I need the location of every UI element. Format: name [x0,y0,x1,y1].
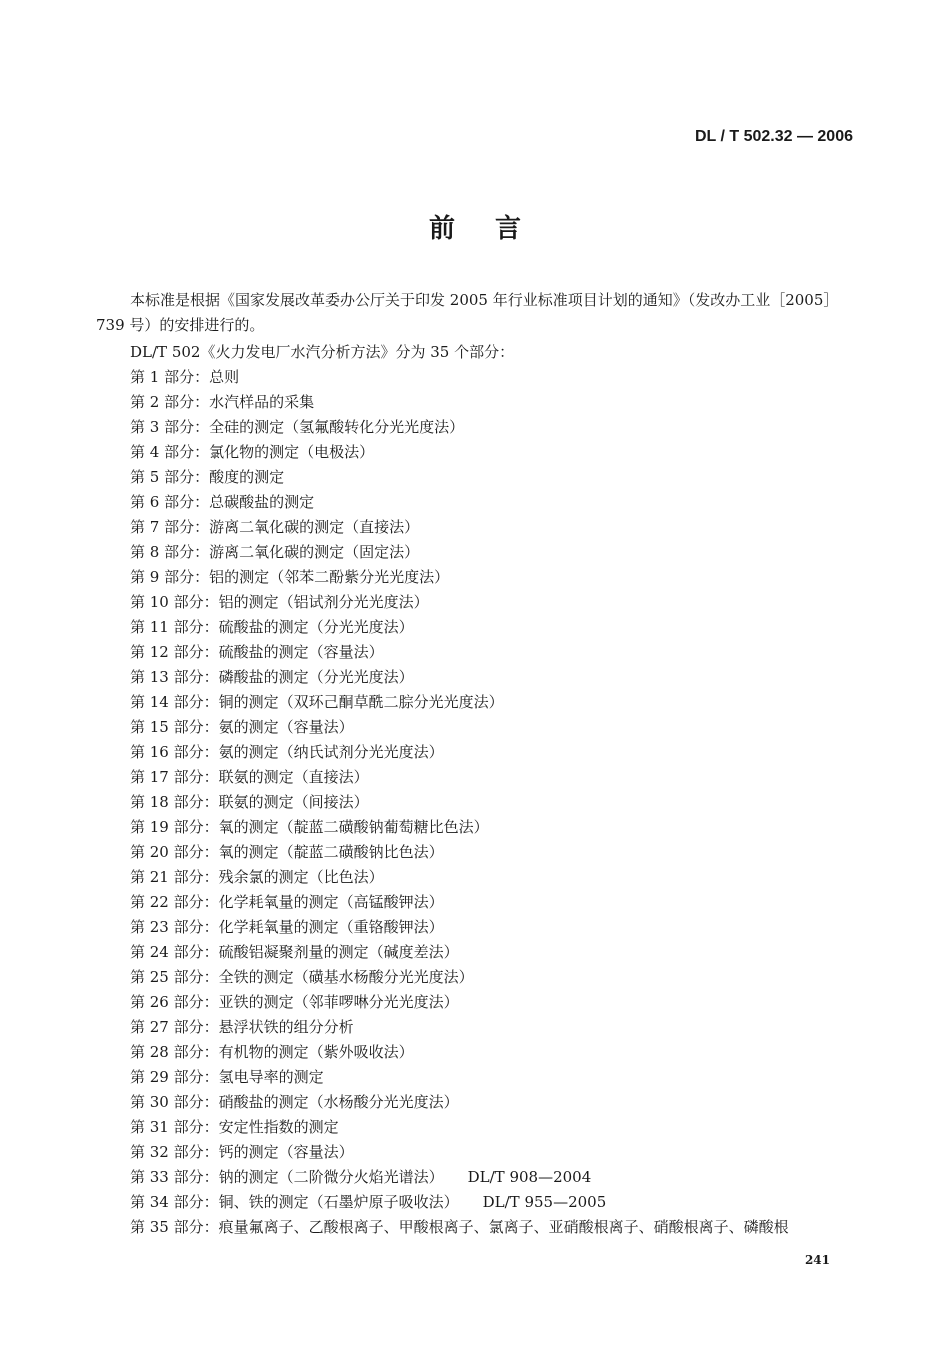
part-label: 第 2 部分： [130,393,210,411]
list-item [96,1115,856,1140]
list-item [96,565,856,590]
list-item [96,1040,856,1065]
part-title: 总则 [209,368,240,386]
part-title: 残余氯的测定（比色法） [218,868,384,886]
page-title [0,208,950,245]
list-item [96,940,856,965]
list-item [96,1165,856,1190]
part-title: 酸度的测定 [209,468,285,486]
list-item [96,1140,856,1165]
part-label: 第 23 部分： [130,918,219,936]
part-label: 第 10 部分： [130,593,219,611]
part-label: 第 27 部分： [130,1018,219,1036]
foreword-body [96,288,856,1240]
part-title: 全硅的测定（氢氟酸转化分光光度法） [209,418,465,436]
list-item [96,390,856,415]
list-item [96,915,856,940]
part-label: 第 31 部分： [130,1118,219,1136]
part-label: 第 5 部分： [130,468,210,486]
part-title: 氢电导率的测定 [218,1068,324,1086]
part-label: 第 25 部分： [130,968,219,986]
list-item [96,1190,856,1215]
part-title: 游离二氧化碳的测定（固定法） [209,543,420,561]
part-label: 第 1 部分： [130,368,210,386]
part-label: 第 30 部分： [130,1093,219,1111]
part-label: 第 14 部分： [130,693,219,711]
intro-paragraph: 本标准是根据《国家发展改革委办公厅关于印发 2005 年行业标准项目计划的通知》（发改办工业［2005］739 号）的安排进行的。 [96,291,839,334]
list-item [96,765,856,790]
part-title: 化学耗氧量的测定（重铬酸钾法） [218,918,444,936]
part-title: 亚铁的测定（邻菲啰啉分光光度法） [218,993,459,1011]
part-title: 钙的测定（容量法） [218,1143,354,1161]
part-label: 第 29 部分： [130,1068,219,1086]
part-label: 第 7 部分： [130,518,210,536]
part-label: 第 33 部分： [130,1168,219,1186]
list-item [96,1065,856,1090]
part-standard-ref: DL/T 955—2005 [482,1193,607,1211]
part-title: 安定性指数的测定 [218,1118,339,1136]
part-title: 氯化物的测定（电极法） [209,443,375,461]
part-label: 第 20 部分： [130,843,219,861]
part-label: 第 28 部分： [130,1043,219,1061]
part-label: 第 12 部分： [130,643,219,661]
part-title: 铝的测定（铝试剂分光光度法） [218,593,429,611]
list-item [96,665,856,690]
part-title: 化学耗氧量的测定（高锰酸钾法） [218,893,444,911]
part-label: 第 4 部分： [130,443,210,461]
list-item [96,440,856,465]
part-label: 第 15 部分： [130,718,219,736]
part-label: 第 6 部分： [130,493,210,511]
part-title: 铝的测定（邻苯二酚紫分光光度法） [209,568,450,586]
list-item [96,365,856,390]
title-char-2: 言 [495,214,522,244]
part-title: 硝酸盐的测定（水杨酸分光光度法） [218,1093,459,1111]
part-title: 硫酸盐的测定（容量法） [218,643,384,661]
part-title: 铜、铁的测定（石墨炉原子吸收法） [218,1193,459,1211]
part-title: 氨的测定（容量法） [218,718,354,736]
page-number: 241 [804,1253,830,1267]
list-item [96,615,856,640]
part-title: 悬浮状铁的组分分析 [218,1018,354,1036]
list-item [96,865,856,890]
list-item [96,1090,856,1115]
part-label: 第 32 部分： [130,1143,219,1161]
part-label: 第 8 部分： [130,543,210,561]
list-item [96,590,856,615]
part-title: 游离二氧化碳的测定（直接法） [209,518,420,536]
part-label: 第 19 部分： [130,818,219,836]
part-title: 氧的测定（靛蓝二磺酸钠葡萄糖比色法） [218,818,489,836]
part-title: 联氨的测定（直接法） [218,768,369,786]
list-item [96,490,856,515]
part-title: 氨的测定（纳氏试剂分光光度法） [218,743,444,761]
list-item [96,415,856,440]
title-char-1: 前 [428,214,455,244]
part-title: 水汽样品的采集 [209,393,315,411]
parts-list [96,365,856,1240]
part-title: 硫酸盐的测定（分光光度法） [218,618,414,636]
list-item [96,465,856,490]
part-label: 第 24 部分： [130,943,219,961]
list-item [96,740,856,765]
part-title: 痕量氟离子、乙酸根离子、甲酸根离子、氯离子、亚硝酸根离子、硝酸根离子、磷酸根 [218,1218,789,1236]
list-item [96,965,856,990]
part-title: 联氨的测定（间接法） [218,793,369,811]
document-code: DL / T 502.32 — 2006 [694,128,853,145]
part-label: 第 9 部分： [130,568,210,586]
part-label: 第 13 部分： [130,668,219,686]
list-item [96,990,856,1015]
list-item [96,1015,856,1040]
part-title: 氧的测定（靛蓝二磺酸钠比色法） [218,843,444,861]
part-label: 第 34 部分： [130,1193,219,1211]
part-label: 第 16 部分： [130,743,219,761]
list-item [96,815,856,840]
part-label: 第 18 部分： [130,793,219,811]
list-item [96,840,856,865]
part-title: 钠的测定（二阶微分火焰光谱法） [218,1168,444,1186]
part-title: 全铁的测定（磺基水杨酸分光光度法） [218,968,474,986]
part-standard-ref: DL/T 908—2004 [467,1168,592,1186]
part-label: 第 22 部分： [130,893,219,911]
list-item [96,890,856,915]
part-title: 总碳酸盐的测定 [209,493,315,511]
list-item [96,715,856,740]
part-label: 第 26 部分： [130,993,219,1011]
part-title: 铜的测定（双环己酮草酰二腙分光光度法） [218,693,504,711]
list-item [96,1215,856,1240]
list-item [96,540,856,565]
part-label: 第 35 部分： [130,1218,219,1236]
part-title: 有机物的测定（紫外吸收法） [218,1043,414,1061]
summary-line: DL/T 502《火力发电厂水汽分析方法》分为 35 个部分： [130,343,515,361]
list-item [96,790,856,815]
part-label: 第 11 部分： [130,618,219,636]
part-label: 第 17 部分： [130,768,219,786]
part-label: 第 3 部分： [130,418,210,436]
part-title: 硫酸铝凝聚剂量的测定（碱度差法） [218,943,459,961]
list-item [96,515,856,540]
part-title: 磷酸盐的测定（分光光度法） [218,668,414,686]
list-item [96,640,856,665]
part-label: 第 21 部分： [130,868,219,886]
list-item [96,690,856,715]
